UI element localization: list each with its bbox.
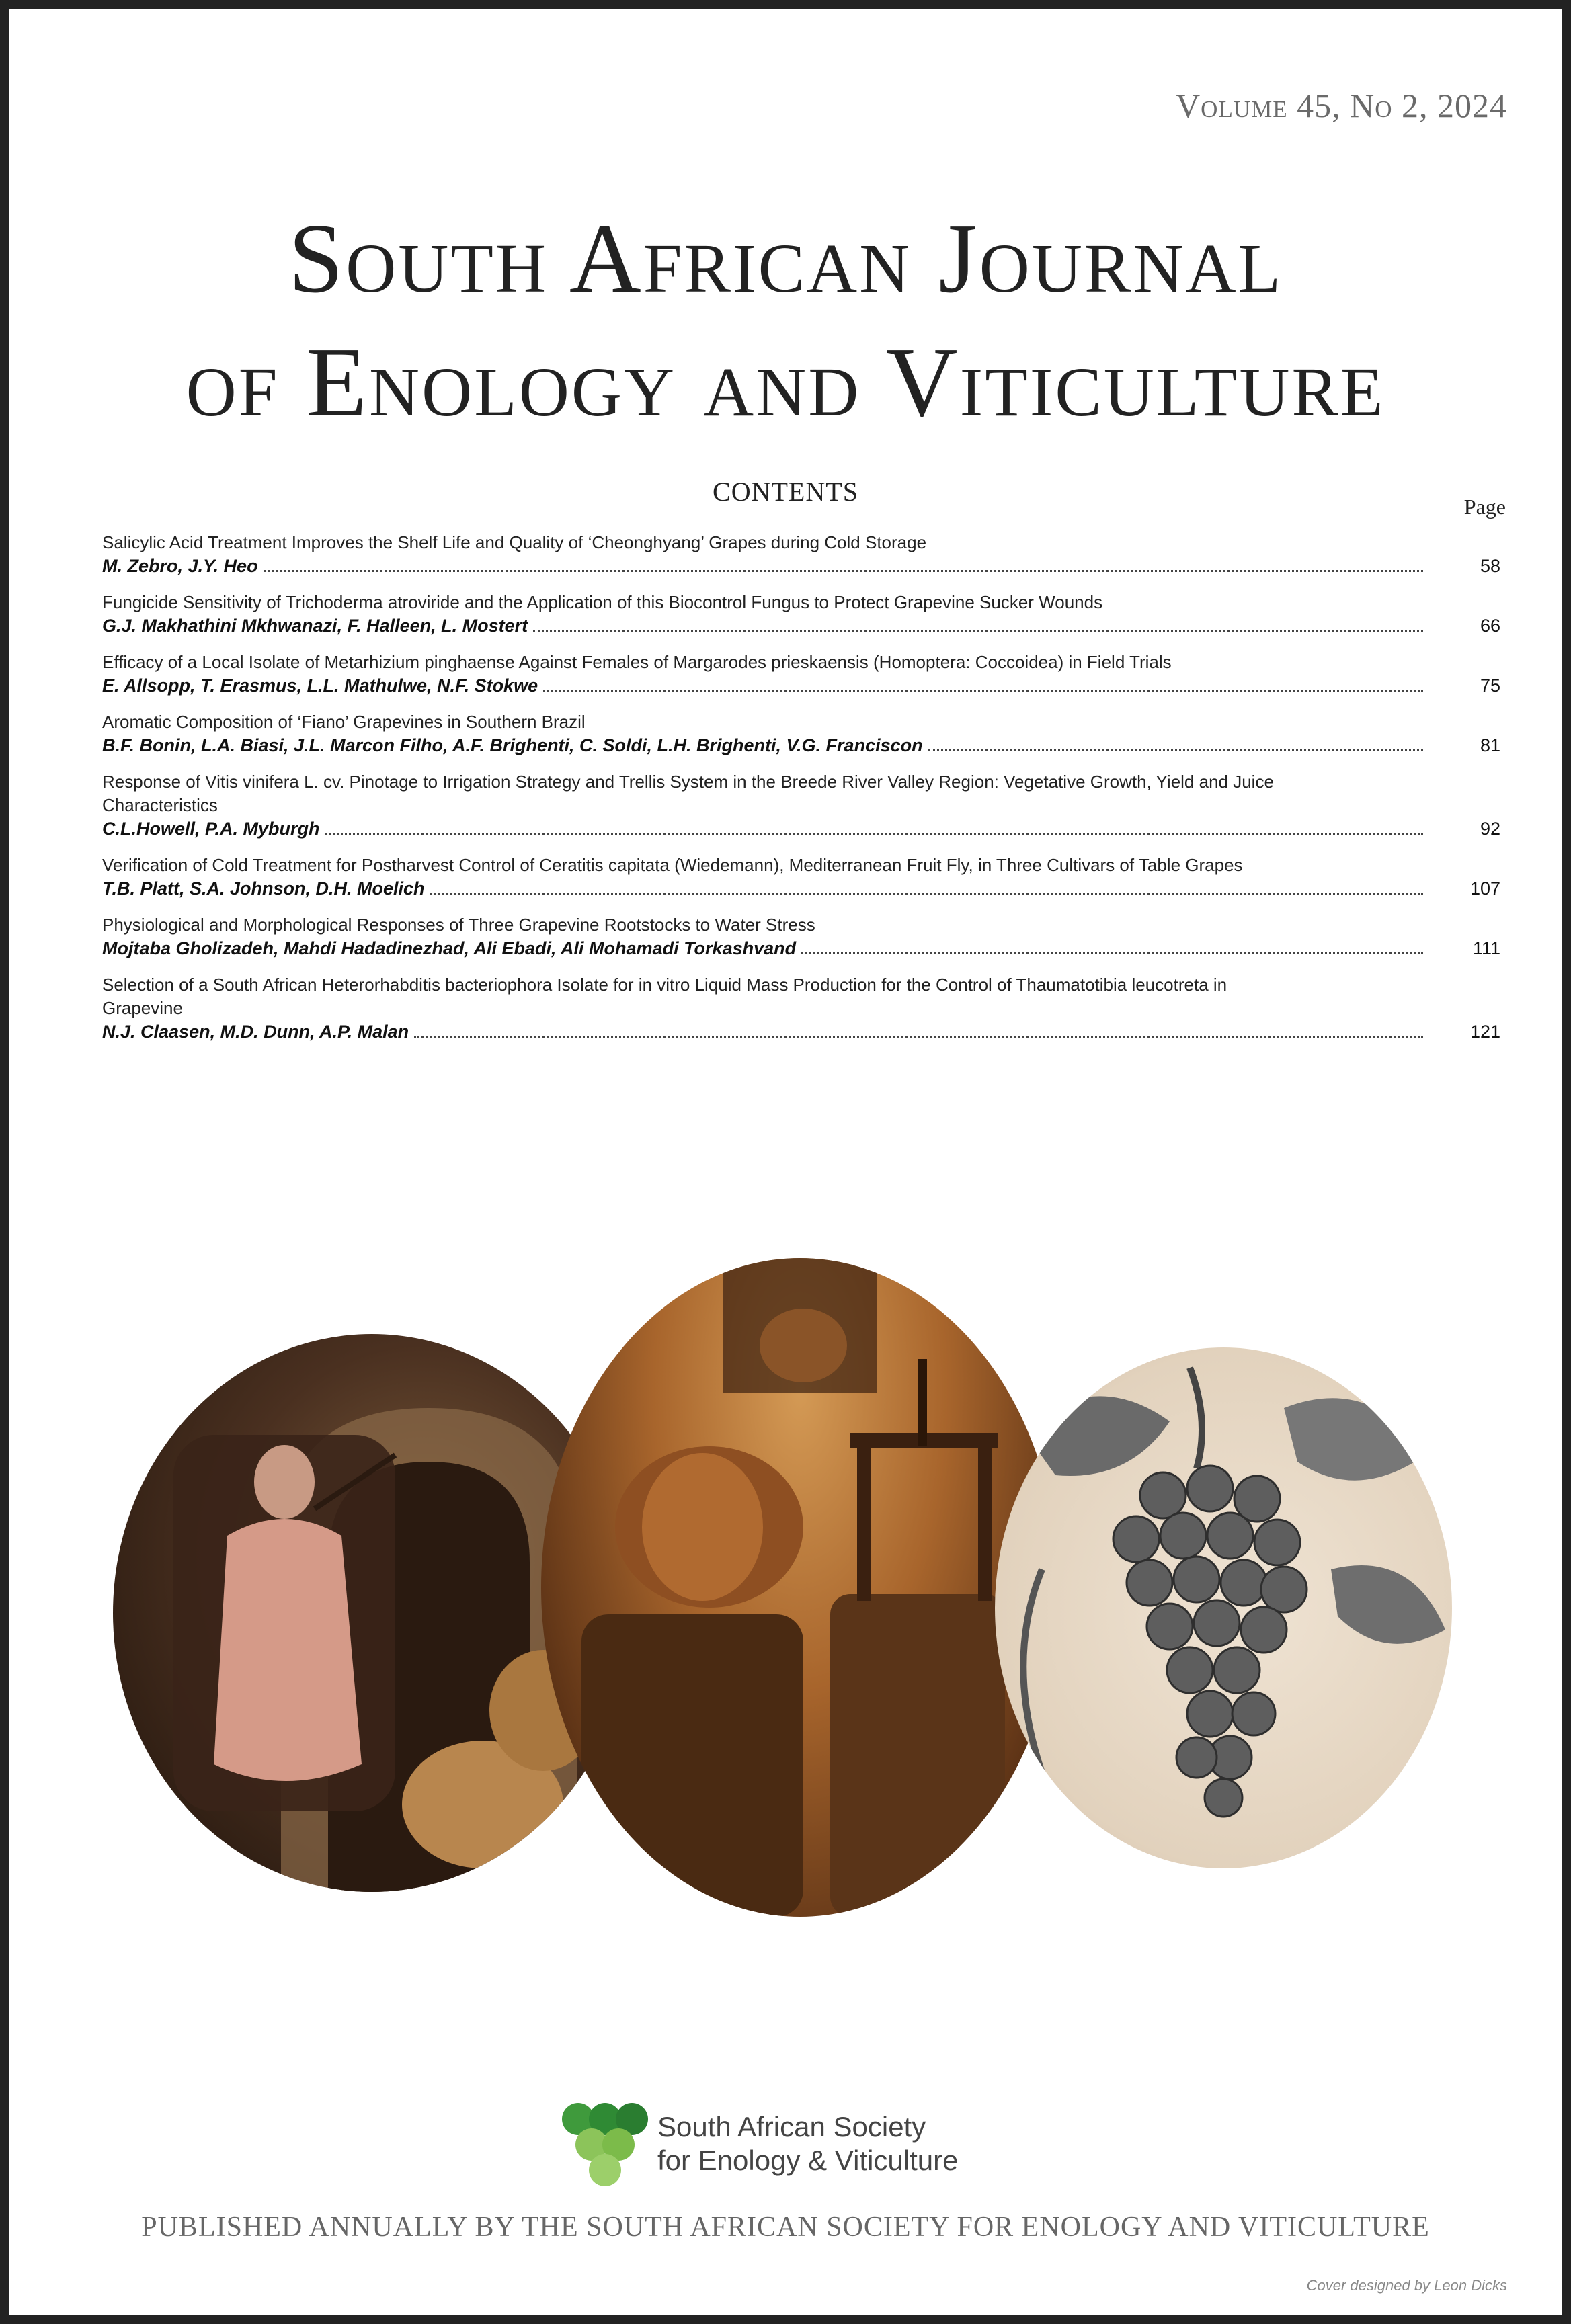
toc-entry[interactable] (102, 651, 1500, 698)
toc-entry[interactable] (102, 710, 1500, 757)
article-authors: Mojtaba Gholizadeh, Mahdi Hadadinezhad, Ali Ebadi, Ali Mohamadi Torkashvand (102, 938, 797, 958)
dot-leader (414, 1036, 1423, 1038)
article-page: 75 (1480, 675, 1500, 696)
grape-bunch-illustration (995, 1347, 1452, 1868)
barrel-press-image (541, 1258, 1059, 1917)
toc-entry[interactable] (102, 770, 1500, 841)
toc-entry[interactable] (102, 854, 1500, 901)
dot-leader (325, 833, 1423, 835)
dot-leader (928, 749, 1423, 751)
grape-illustration-image (995, 1347, 1452, 1868)
society-name-line1: South African Society (657, 2111, 926, 2143)
article-title: Aromatic Composition of ‘Fiano’ Grapevines in Southern Brazil (102, 712, 586, 732)
society-logo (558, 2100, 652, 2191)
article-page: 81 (1480, 735, 1500, 755)
grape-logo-icon (558, 2100, 652, 2188)
dot-leader (543, 690, 1423, 692)
dot-leader (533, 630, 1423, 632)
article-authors: B.F. Bonin, L.A. Biasi, J.L. Marcon Filho, A.F. Brighenti, C. Soldi, L.H. Brighenti, V.G. Franciscon (102, 735, 923, 755)
article-page: 58 (1480, 556, 1500, 576)
toc-entry[interactable] (102, 591, 1500, 638)
article-title: Response of Vitis vinifera L. cv. Pinotage to Irrigation Strategy and Trellis System in the Breede River Valley Region: Vegetative Growth, Yield and Juice Characteristics (102, 772, 1274, 815)
journal-title-line2: of Enology and Viticulture (186, 327, 1385, 438)
article-authors: E. Allsopp, T. Erasmus, L.L. Mathulwe, N.F. Stokwe (102, 675, 538, 696)
page-column-heading: Page (1463, 495, 1506, 519)
contents-heading: CONTENTS (713, 476, 858, 507)
article-page: 107 (1469, 878, 1500, 899)
article-authors: C.L.Howell, P.A. Myburgh (102, 819, 320, 839)
volume-issue: Volume 45, No 2, 2024 (1176, 87, 1507, 124)
toc-entry[interactable] (102, 973, 1500, 1044)
barrel-scene-illustration (541, 1258, 1059, 1917)
article-title: Verification of Cold Treatment for Postharvest Control of Ceratitis capitata (Wiedemann), Mediterranean Fruit Fly, in Three Cultivars of Table Grapes (102, 855, 1243, 875)
article-authors: T.B. Platt, S.A. Johnson, D.H. Moelich (102, 878, 425, 899)
table-of-contents (102, 531, 1500, 1056)
dot-leader (801, 952, 1423, 954)
article-title: Physiological and Morphological Responses of Three Grapevine Rootstocks to Water Stress (102, 915, 815, 935)
article-page: 121 (1469, 1022, 1500, 1042)
article-title: Fungicide Sensitivity of Trichoderma atroviride and the Application of this Biocontrol Fungus to Protect Grapevine Sucker Wounds (102, 592, 1103, 612)
society-name-line2: for Enology & Viticulture (657, 2145, 959, 2176)
article-title: Salicylic Acid Treatment Improves the Shelf Life and Quality of ‘Cheonghyang’ Grapes during Cold Storage (102, 532, 927, 552)
journal-title-line1: South African Journal (288, 204, 1283, 314)
article-authors: M. Zebro, J.Y. Heo (102, 556, 258, 576)
toc-entry[interactable] (102, 531, 1500, 578)
article-authors: G.J. Makhathini Mkhwanazi, F. Halleen, L. Mostert (102, 616, 528, 636)
toc-entry[interactable] (102, 913, 1500, 960)
article-title: Selection of a South African Heterorhabditis bacteriophora Isolate for in vitro Liquid Mass Production for the Control of Thaumatotibia leucotreta in Grapevine (102, 974, 1227, 1018)
article-page: 111 (1472, 938, 1500, 958)
cover-credit: Cover designed by Leon Dicks (1306, 2277, 1507, 2294)
article-page: 66 (1480, 616, 1500, 636)
article-title: Efficacy of a Local Isolate of Metarhizium pinghaense Against Females of Margarodes prieskaensis (Homoptera: Coccoidea) in Field Trials (102, 652, 1172, 672)
publisher-statement: PUBLISHED ANNUALLY BY THE SOUTH AFRICAN SOCIETY FOR ENOLOGY AND VITICULTURE (141, 2212, 1430, 2243)
dot-leader (264, 570, 1423, 572)
article-page: 92 (1480, 819, 1500, 839)
society-name (657, 2110, 958, 2177)
article-authors: N.J. Claasen, M.D. Dunn, A.P. Malan (102, 1022, 409, 1042)
dot-leader (430, 893, 1423, 895)
